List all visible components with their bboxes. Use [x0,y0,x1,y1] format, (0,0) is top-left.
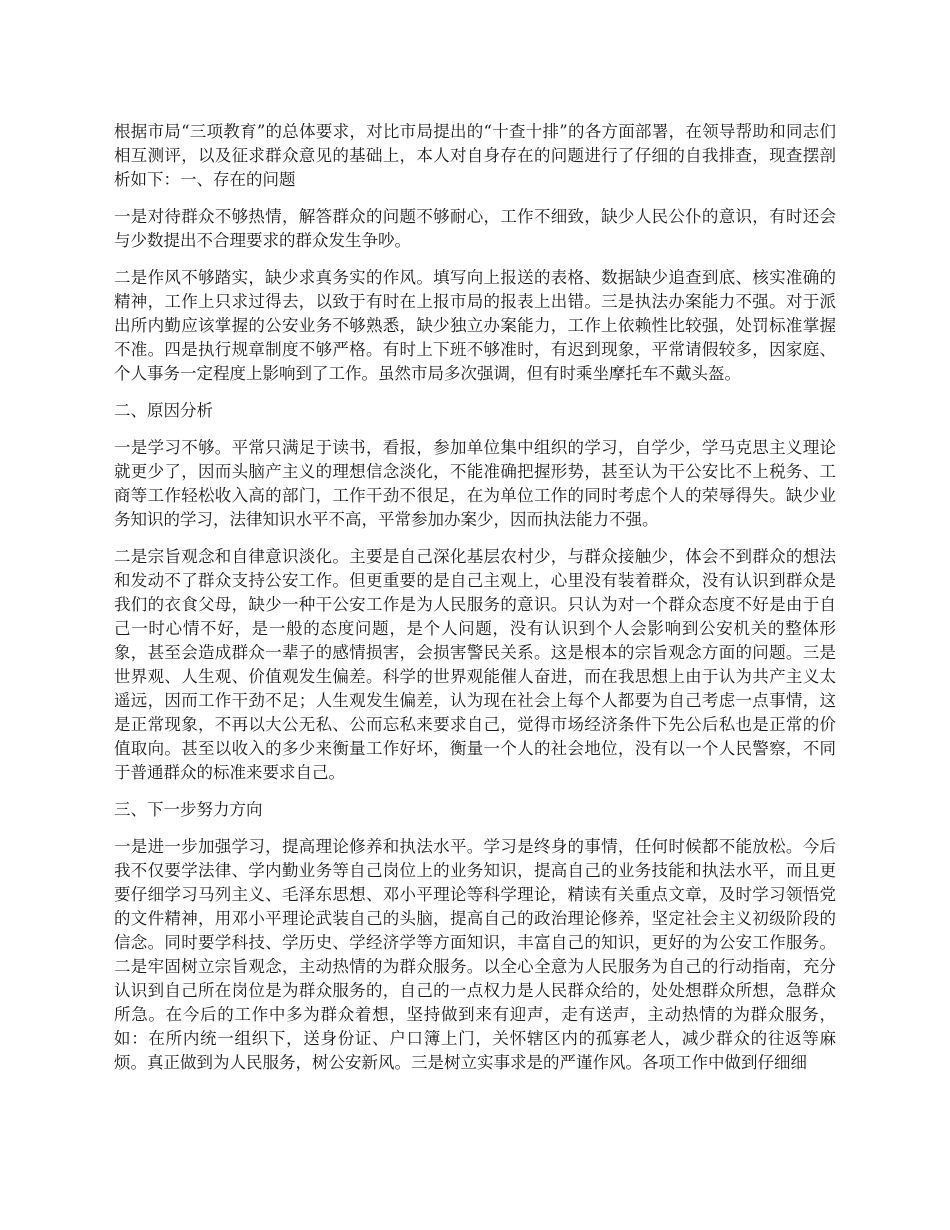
paragraph-next-steps: 一是进一步加强学习，提高理论修养和执法水平。学习是终身的事情，任何时候都不能放松。今后我不仅要学法律、学内勤业务等自己岗位上的业务知识，提高自己的业务技能和执法水平，而且更要仔细学习马列主义、毛泽东思想、邓小平理论等科学理论，精读有关重点文章，及时学习领悟党的文件精神，用邓小平理论武装自己的头脑，提高自己的政治理论修养，坚定社会主义初级阶段的信念。同时要学科技、学历史、学经济学等方面知识，丰富自己的知识，更好的为公安工作服务。二是牢固树立宗旨观念，主动热情的为群众服务。以全心全意为人民服务为自己的行动指南，充分认识到自己所在岗位是为群众服务的，自己的一点权力是人民群众给的，处处想群众所想，急群众所急。在今后的工作中多为群众着想，坚持做到来有迎声，走有送声，主动热情的为群众服务，如：在所内统一组织下，送身份证、户口簿上门，关怀辖区内的孤寡老人，减少群众的往返等麻烦。真正做到为人民服务，树公安新风。三是树立实事求是的严谨作风。各项工作中做到仔细细 [114,837,836,1072]
section-heading-next-steps: 三、下一步努力方向 [114,800,263,819]
paragraph-intro: 根据市局“三项教育”的总体要求，对比市局提出的“十查十排”的各方面部署，在领导帮助和同志们相互测评，以及征求群众意见的基础上，本人对自身存在的问题进行了仔细的自我排查，现查摆剖析如下：一、存在的问题 [114,122,836,189]
paragraph-problem-2: 二是作风不够踏实，缺少求真务实的作风。填写向上报送的表格、数据缺少追查到底、核实准确的精神，工作上只求过得去，以致于有时在上报市局的报表上出错。三是执法办案能力不强。对于派出所内勤应该掌握的公安业务不够熟悉，缺少独立办案能力，工作上依赖性比较强，处罚标准掌握不准。四是执行规章制度不够严格。有时上下班不够准时，有迟到现象，平常请假较多，因家庭、个人事务一定程度上影响到了工作。虽然市局多次强调，但有时乘坐摩托车不戴头盔。 [114,268,836,383]
document-body [114,120,836,1088]
section-heading-cause-analysis: 二、原因分析 [114,401,213,420]
paragraph-problem-1: 一是对待群众不够热情，解答群众的问题不够耐心，工作不细致，缺少人民公仆的意识，有时还会与少数提出不合理要求的群众发生争吵。 [114,207,836,250]
paragraph-cause-2: 二是宗旨观念和自律意识淡化。主要是自己深化基层农村少，与群众接触少，体会不到群众的想法和发动不了群众支持公安工作。但更重要的是自己主观上，心里没有装着群众，没有认识到群众是我们的衣食父母，缺少一种干公安工作是为人民服务的意识。只认为对一个群众态度不好是由于自己一时心情不好，是一般的态度问题，是个人问题，没有认识到个人会影响到公安机关的整体形象，甚至会造成群众一辈子的感情损害，会损害警民关系。这是根本的宗旨观念方面的问题。三是世界观、人生观、价值观发生偏差。科学的世界观能催人奋进，而在我思想上由于认为共产主义太遥远，因而工作干劲不足；人生观发生偏差，认为现在社会上每个人都要为自己考虑一点事情，这是正常现象，不再以大公无私、公而忘私来要求自己，觉得市场经济条件下先公后私也是正常的价值取向。甚至以收入的多少来衡量工作好坏，衡量一个人的社会地位，没有以一个人民警察，不同于普通群众的标准来要求自己。 [114,547,836,782]
paragraph-cause-1: 一是学习不够。平常只满足于读书，看报，参加单位集中组织的学习，自学少，学马克思主义理论就更少了，因而头脑产主义的理想信念淡化，不能准确把握形势，甚至认为干公安比不上税务、工商等工作轻松收入高的部门，工作干劲不很足，在为单位工作的同时考虑个人的荣辱得失。缺少业务知识的学习，法律知识水平不高，平常参加办案少，因而执法能力不强。 [114,438,836,529]
